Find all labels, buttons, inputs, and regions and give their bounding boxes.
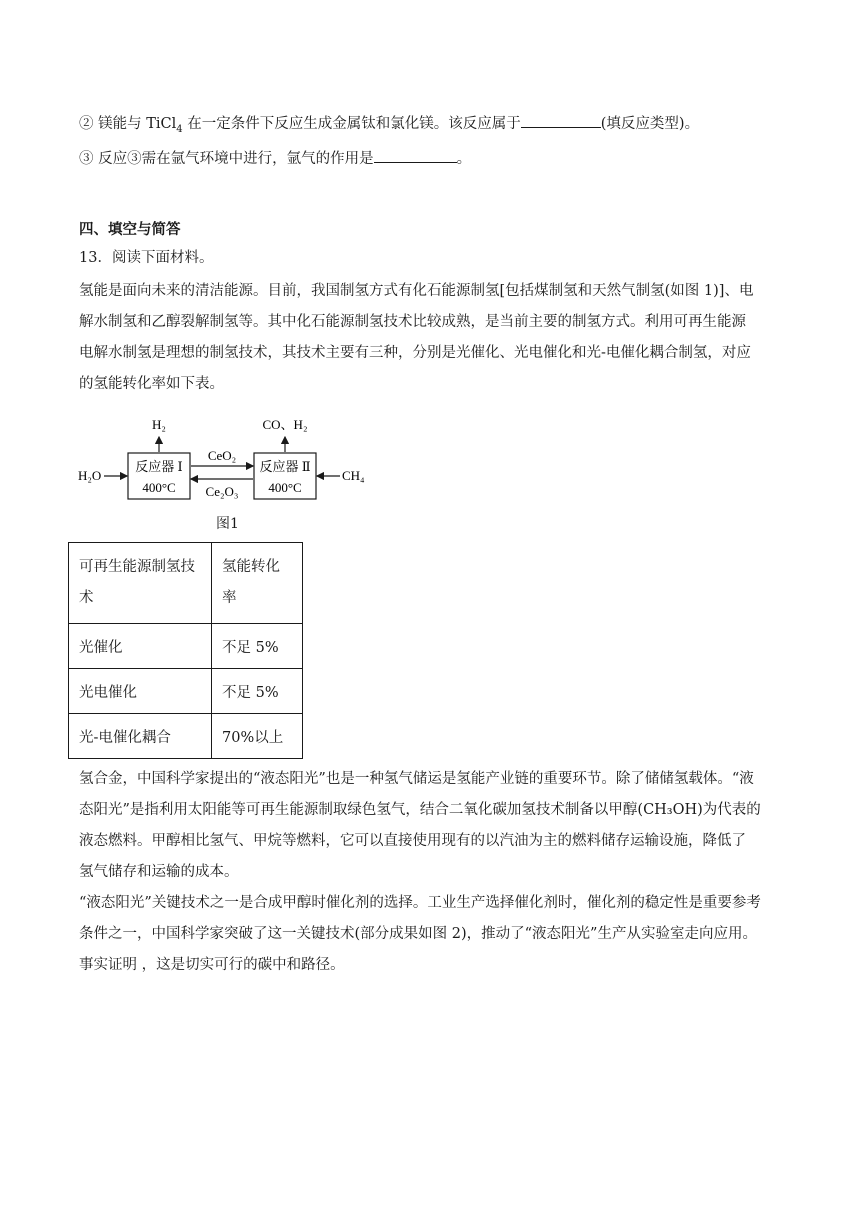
table-row <box>69 669 303 714</box>
table-cell: 光-电催化耦合 <box>69 714 212 759</box>
paragraph-line: 氢合金，中国科学家提出的“液态阳光”也是一种氢气储运是氢能产业链的重要环节。除了储储氢载体。“液 <box>79 771 754 787</box>
arrow-ce2o3-label: Ce₂O₃ <box>205 484 239 499</box>
q12-item-3-text-b: 。 <box>456 151 472 167</box>
table-cell: 光催化 <box>69 624 212 669</box>
header-line: 术 <box>79 590 94 606</box>
figure-1-caption: 图1 <box>216 516 239 532</box>
table-header-cell <box>212 543 303 624</box>
q13-paragraph-1 <box>79 276 779 400</box>
paragraph-line: “液态阳光”关键技术之一是合成甲醇时催化剂的选择。工业生产选择催化剂时，催化剂的稳定性是重要参考 <box>79 895 761 911</box>
paragraph-line: 的氢能转化率如下表。 <box>79 376 224 392</box>
table-row <box>69 624 303 669</box>
table-cell: 70%以上 <box>212 714 303 759</box>
q12-item-2 <box>79 112 699 135</box>
reactor-2-label: 反应器 Ⅱ <box>259 459 311 474</box>
paragraph-line: 氢气储存和运输的成本。 <box>79 864 239 880</box>
reactor-2-temp: 400°C <box>268 480 302 495</box>
paragraph-line: 液态燃料。甲醇相比氢气、甲烷等燃料，它可以直接使用现有的以汽油为主的燃料储存运输设施，降低了 <box>79 833 746 849</box>
q12-item-3 <box>79 147 471 168</box>
paragraph-line: 条件之一，中国科学家突破了这一关键技术(部分成果如图 2)，推动了“液态阳光”生产从实验室走向应用。 <box>79 926 757 942</box>
q12-item-2-text-a: ② 镁能与 TiCl <box>79 116 177 132</box>
reactor-1-temp: 400°C <box>142 480 176 495</box>
table-cell: 不足 5% <box>212 624 303 669</box>
header-line: 可再生能源制氢技 <box>79 559 195 575</box>
table-cell: 不足 5% <box>212 669 303 714</box>
figure-1-diagram <box>76 412 376 504</box>
conversion-rate-table <box>68 542 303 759</box>
inlet-ch4-label: CH₄ <box>342 468 365 483</box>
outlet-co-h2-label: CO、H₂ <box>262 417 308 432</box>
arrow-ceo2-label: CeO₂ <box>207 448 237 463</box>
table-header-row <box>69 543 303 624</box>
header-line: 率 <box>222 590 237 606</box>
q12-item-2-text-b: 在一定条件下反应生成金属钛和氯化镁。该反应属于 <box>182 116 521 132</box>
q12-item-2-text-c: (填反应类型)。 <box>600 116 700 132</box>
outlet-h2-label: H₂ <box>152 417 166 432</box>
table-cell: 光电催化 <box>69 669 212 714</box>
table-row <box>69 714 303 759</box>
reactor-1-label: 反应器 Ⅰ <box>135 459 183 474</box>
paragraph-line: 解水制氢和乙醇裂解制氢等。其中化石能源制氢技术比较成熟，是当前主要的制氢方式。利用可再生能源 <box>79 314 746 330</box>
paragraph-line: 态阳光”是指利用太阳能等可再生能源制取绿色氢气，结合二氧化碳加氢技术制备以甲醇(CH₃OH)为代表的 <box>79 802 761 818</box>
answer-blank[interactable] <box>521 115 601 128</box>
paragraph-line: 氢能是面向未来的清洁能源。目前，我国制氢方式有化石能源制氢[包括煤制氢和天然气制氢(如图 1)]、电 <box>79 283 754 299</box>
table-header-cell <box>69 543 212 624</box>
q13-paragraph-2 <box>79 764 779 888</box>
paragraph-line: 事实证明 ，这是切实可行的碳中和路径。 <box>79 957 345 973</box>
q12-item-3-text-a: ③ 反应③需在氩气环境中进行，氩气的作用是 <box>79 151 374 167</box>
answer-blank[interactable] <box>374 150 457 163</box>
q13-paragraph-3 <box>79 888 779 981</box>
q12-item-2-subscript: 4 <box>176 123 183 135</box>
q13-stem: 13．阅读下面材料。 <box>79 250 214 266</box>
section-title: 四、填空与简答 <box>79 222 181 238</box>
paragraph-line: 电解水制氢是理想的制氢技术，其技术主要有三种，分别是光催化、光电催化和光-电催化耦合制氢，对应 <box>79 345 751 361</box>
inlet-h2o-label: H₂O <box>78 468 102 483</box>
header-line: 氢能转化 <box>222 559 280 575</box>
